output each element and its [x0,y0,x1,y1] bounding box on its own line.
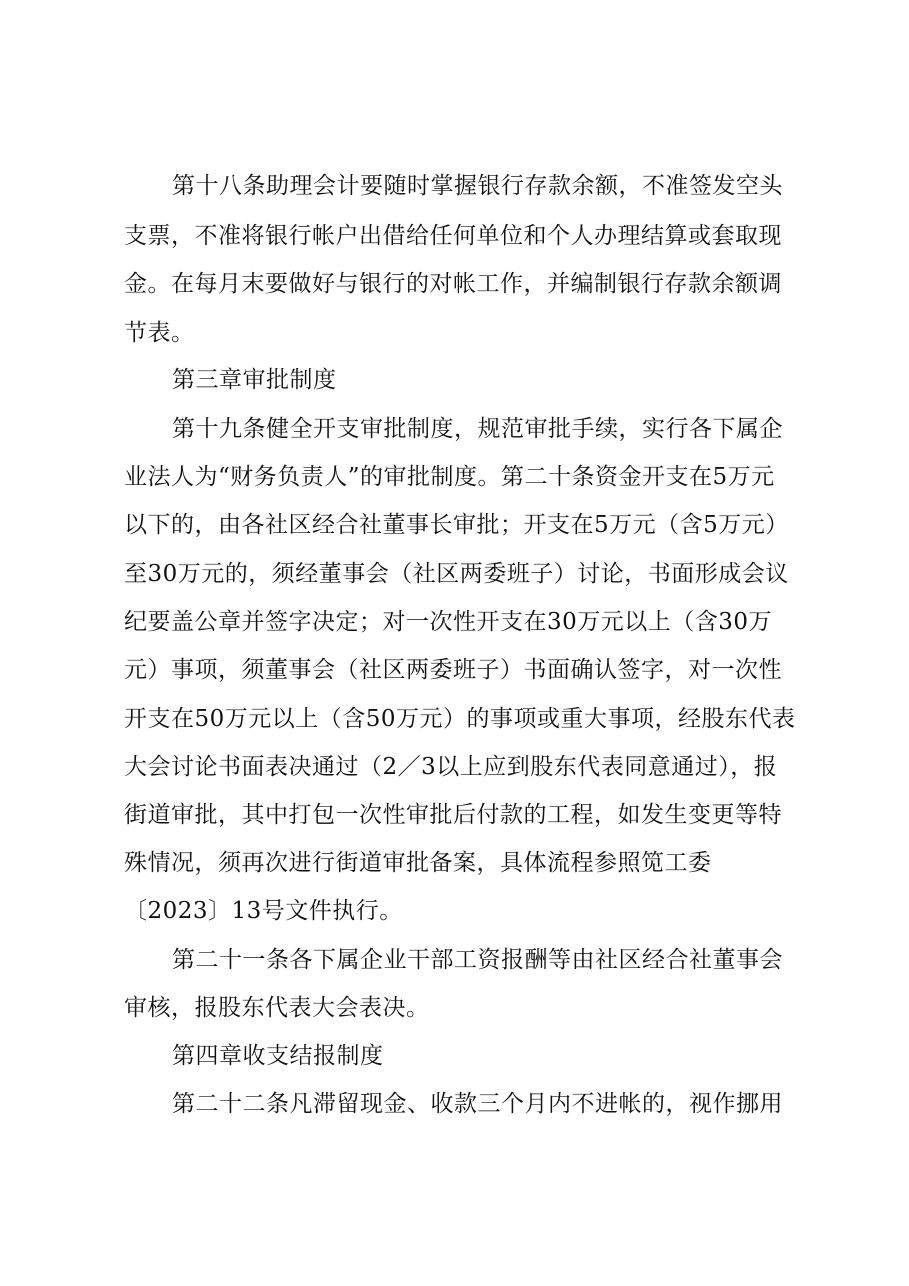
chapter-heading: 第三章审批制度 [172,367,337,393]
text-line: 审核，报股东代表大会表决。 [124,995,430,1021]
chapter-heading: 第四章收支结报制度 [172,1043,384,1069]
text-line: 街道审批，其中打包一次性审批后付款的工程，如发生变更等特 [124,802,782,828]
text-line: 〔2023〕13号文件执行。 [124,898,403,924]
text-line: 第二十二条凡滞留现金、收款三个月内不进帐的，视作挪用 [172,1091,783,1117]
text-line: 至30万元的，须经董事会（社区两委班子）讨论，书面形成会议 [124,561,789,587]
text-line: 业法人为“财务负责人”的审批制度。第二十条资金开支在5万元 [124,464,775,490]
text-line: 第二十一条各下属企业干部工资报酬等由社区经合社董事会 [172,947,783,973]
text-line: 支票，不准将银行帐户出借给任何单位和个人办理结算或套取现 [124,223,782,249]
text-line: 大会讨论书面表决通过（2／3以上应到股东代表同意通过），报 [124,754,778,780]
text-line: 第十八条助理会计要随时掌握银行存款余额，不准签发空头 [172,173,783,199]
text-line: 开支在50万元以上（含50万元）的事项或重大事项，经股东代表 [124,706,796,732]
text-line: 纪要盖公章并签字决定；对一次性开支在30万元以上（含30万 [124,609,773,635]
text-line: 第十九条健全开支审批制度，规范审批手续，实行各下属企 [172,416,783,442]
text-line: 金。在每月末要做好与银行的对帐工作，并编制银行存款余额调 [124,271,782,297]
text-line: 节表。 [124,320,195,346]
text-line: 以下的，由各社区经合社董事长审批；开支在5万元（含5万元） [124,512,789,538]
text-line: 元）事项，须董事会（社区两委班子）书面确认签字，对一次性 [124,657,782,683]
text-line: 殊情况，须再次进行街道审批备案，具体流程参照笕工委 [124,850,712,876]
